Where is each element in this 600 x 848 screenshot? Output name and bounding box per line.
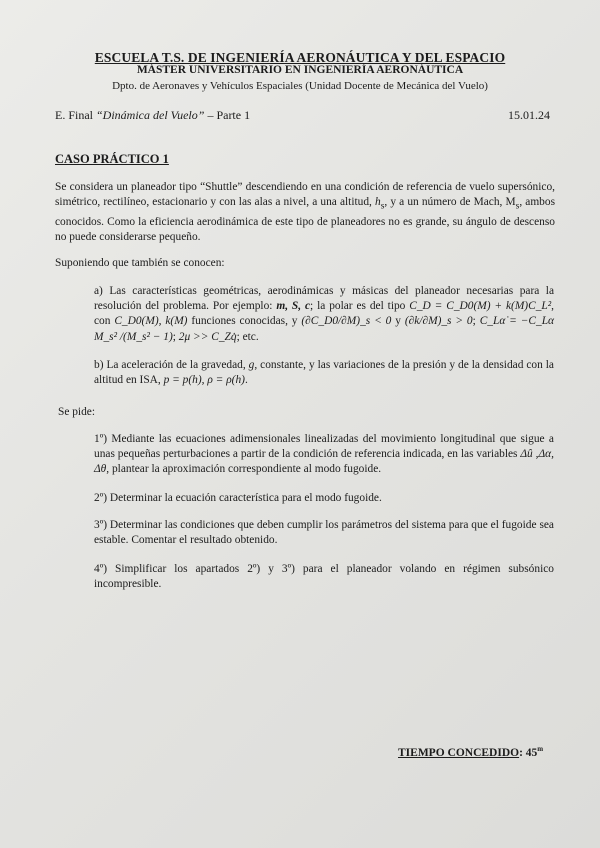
question-1: 1º) Mediante las ecuaciones adimensionales linealizadas del movimiento longitudinal que sigue a unas pequeñas perturbaciones a partir de la condición de referencia indicada, en las variables Δû ,Δα, Δθ, plantear la aproximación correspondiente al modo fugoide.	[94, 433, 554, 476]
question-4: 4º) Simplificar los apartados 2º) y 3º) para el planeador volando en régimen subsónico incompresible.	[94, 563, 554, 591]
suppose-line: Suponiendo que también se conocen:	[55, 257, 225, 269]
question-3: 3º) Determinar las condiciones que deben cumplir los parámetros del sistema para que el fugoide sea estable. Comentar el resultado obtenido.	[94, 519, 554, 547]
exam-title: E. Final “Dinámica del Vuelo” – Parte 1	[55, 108, 251, 122]
question-2: 2º) Determinar la ecuación característica para el modo fugoide.	[94, 492, 382, 504]
se-pide-label: Se pide:	[58, 406, 96, 418]
item-b: b) La aceleración de la gravedad, g, constante, y las variaciones de la presión y de la densidad con la altitud en ISA, p = p(h), ρ = ρ(h).	[94, 359, 554, 387]
time-allowed: TIEMPO CONCEDIDO: 45$^m$	[398, 745, 544, 759]
school-name: ESCUELA T.S. DE INGENIERÍA AERONÁUTICA Y DEL ESPACIO	[94, 50, 506, 65]
department-name: Dpto. de Aeronaves y Vehículos Espaciales (Unidad Docente de Mecánica del Vuelo)	[112, 80, 488, 92]
item-a: a) Las características geométricas, aerodinámicas y másicas del planeador necesarias para la resolución del problema. Por ejemplo: m, S, c; la polar es del tipo C_D = C_D0(M) + k(M)C_L², con C_D0(M), k(M) funciones conocidas, y (∂C_D0/∂M)_s < 0 y (∂k/∂M)_s > 0; C_Lα̇ = −C_Lα M_s² /(M_s² − 1); 2μ >> C_Zq̇; etc.	[94, 285, 555, 343]
intro-paragraph: Se considera un planeador tipo “Shuttle” descendiendo en una condición de referencia de vuelo supersónico, simétrico, rectilíneo, estacionario y con las alas a nivel, a una altitud, $h_s$, y a un número de Mach, $M_s$, ambos conocidos. Como la eficiencia aerodinámica de este tipo de planeadores no es grande, su ángulo de descenso no puede considerarse pequeño.	[55, 181, 556, 243]
exam-date: 15.01.24	[508, 108, 550, 122]
master-name: MÁSTER UNIVERSITARIO EN INGENIERÍA AERONÁUTICA	[136, 64, 464, 76]
case-title: CASO PRÁCTICO 1	[55, 152, 169, 166]
